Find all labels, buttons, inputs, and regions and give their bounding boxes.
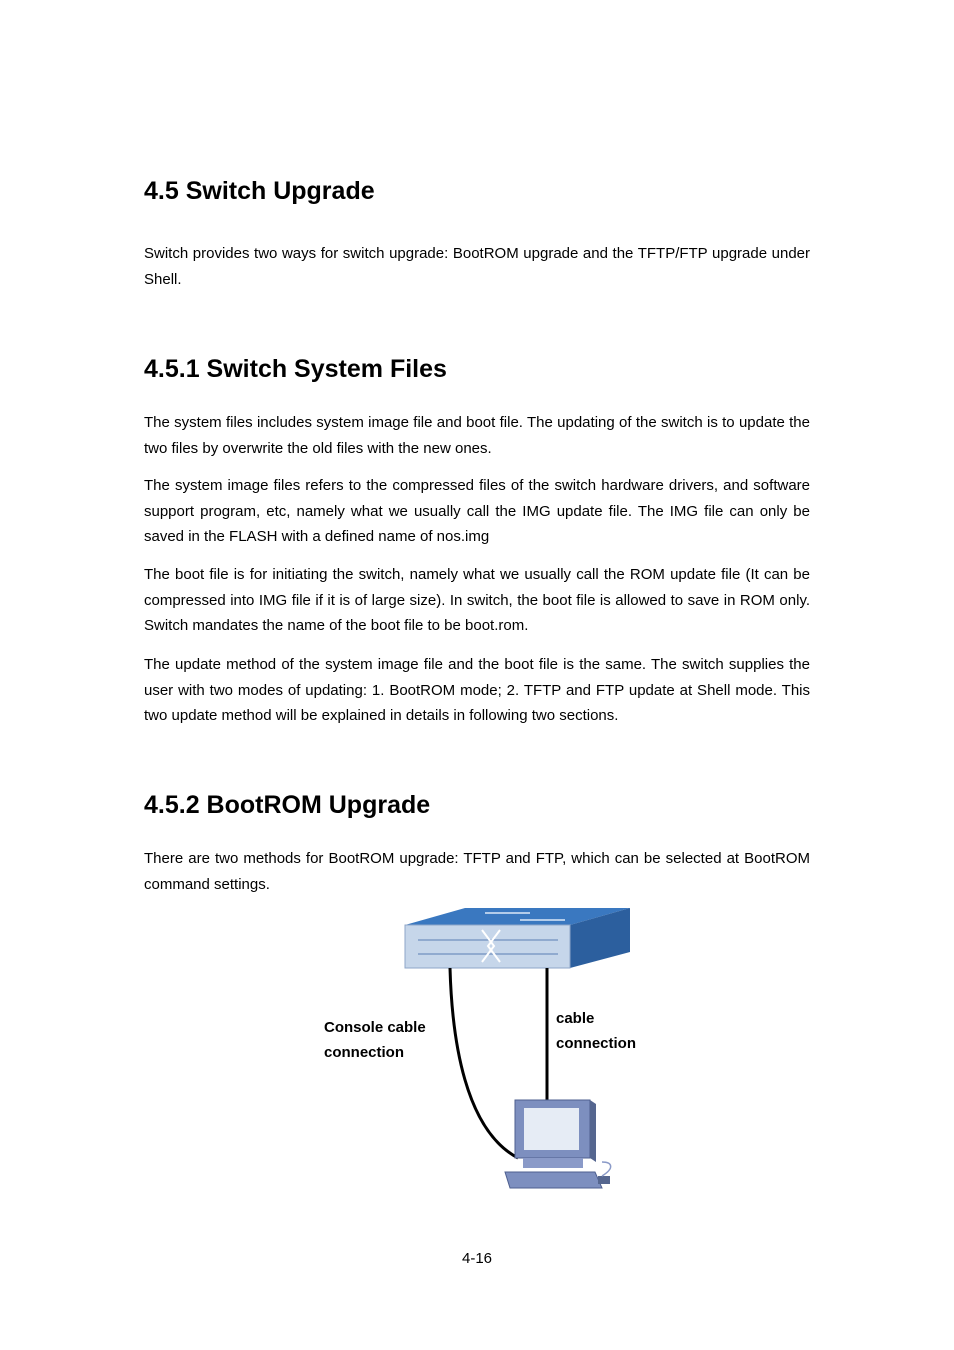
subsection-heading-bootrom: 4.5.2 BootROM Upgrade xyxy=(144,791,431,819)
system-files-paragraph-1: The system files includes system image file and boot file. The updating of the switch is to update the two files by overwrite the old files with the new ones. xyxy=(144,414,810,457)
system-files-paragraph-4: The update method of the system image file and the boot file is the same. The switch supplies the user with two modes of updating: 1. BootROM mode; 2. TFTP and FTP update at Shell mode. This two update method will be explained in details in following two sections. xyxy=(144,656,810,724)
console-cable-label-line1: Console cable xyxy=(324,1019,426,1036)
network-cable-label-line1: cable xyxy=(556,1010,595,1027)
section-intro-paragraph: Switch provides two ways for switch upgrade: BootROM upgrade and the TFTP/FTP upgrade under Shell. xyxy=(144,245,810,288)
console-cable-line xyxy=(450,968,518,1158)
console-cable-label xyxy=(324,1015,426,1065)
computer-icon xyxy=(505,1100,611,1188)
bootrom-paragraph: There are two methods for BootROM upgrade: TFTP and FTP, which can be selected at BootROM command settings. xyxy=(144,850,810,893)
network-cable-label xyxy=(556,1006,636,1056)
system-files-paragraph-2: The system image files refers to the compressed files of the switch hardware drivers, and software support program, etc, namely what we usually call the IMG update file. The IMG file can only be saved in the FLASH with a defined name of nos.img xyxy=(144,477,810,545)
page-number: 4-16 xyxy=(461,1250,493,1267)
subsection-heading-system-files: 4.5.1 Switch System Files xyxy=(144,355,447,383)
network-cable-label-line2: connection xyxy=(556,1035,637,1052)
network-switch-icon xyxy=(405,908,630,968)
system-files-paragraph-3: The boot file is for initiating the switch, namely what we usually call the ROM update file (It can be compressed into IMG file if it is of large size). In switch, the boot file is allowed to save in ROM only. Switch mandates the name of the boot file to be boot.rom. xyxy=(144,566,810,634)
console-cable-label-line2: connection xyxy=(324,1044,405,1061)
section-heading: 4.5 Switch Upgrade xyxy=(144,177,375,205)
